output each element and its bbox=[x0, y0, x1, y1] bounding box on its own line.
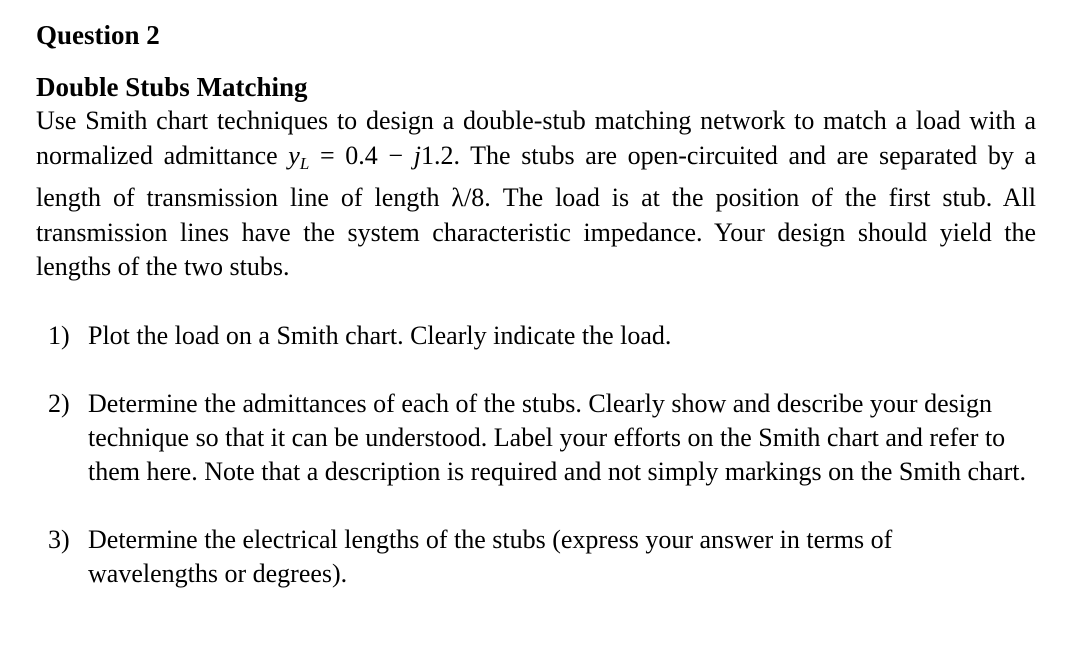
question-item-3 bbox=[36, 523, 1028, 591]
problem-heading: Double Stubs Matching bbox=[36, 72, 308, 102]
question-item-2 bbox=[36, 387, 1028, 489]
problem-text-part1: Use Smith chart techniques to design a double-stub matching network to match a load with a normalized admittance bbox=[36, 106, 1036, 170]
formula-variable: y bbox=[288, 140, 300, 170]
item-text: Determine the admittances of each of the stubs. Clearly show and describe your design technique so that it can be understood. Label your efforts on the Smith chart and refer to them here. Note that a description is required and not simply markings on the Smith chart. bbox=[88, 388, 1026, 486]
document-page bbox=[36, 18, 1036, 625]
formula-subscript: L bbox=[299, 153, 310, 173]
question-item-1 bbox=[36, 319, 1028, 353]
question-items-list bbox=[36, 319, 1036, 591]
item-text: Plot the load on a Smith chart. Clearly indicate the load. bbox=[88, 320, 672, 350]
item-number: 2) bbox=[48, 388, 70, 418]
question-title: Question 2 bbox=[36, 20, 160, 50]
formula-value: 1.2 bbox=[420, 140, 454, 170]
formula-imaginary-unit: j bbox=[413, 140, 421, 170]
problem-statement bbox=[36, 104, 1036, 285]
item-number: 1) bbox=[48, 320, 70, 350]
formula-equals: = 0.4 − bbox=[309, 140, 414, 170]
problem-text-part2: . The stubs are open-circuited and are separated by a length of transmission line of length λ/8. The load is at the position of the first stub. All transmission lines have the system characteristic impedance. Your design should yield the lengths of the two stubs. bbox=[36, 140, 1037, 281]
item-number: 3) bbox=[48, 524, 70, 554]
item-text: Determine the electrical lengths of the stubs (express your answer in terms of wavelengths or degrees). bbox=[88, 524, 893, 588]
